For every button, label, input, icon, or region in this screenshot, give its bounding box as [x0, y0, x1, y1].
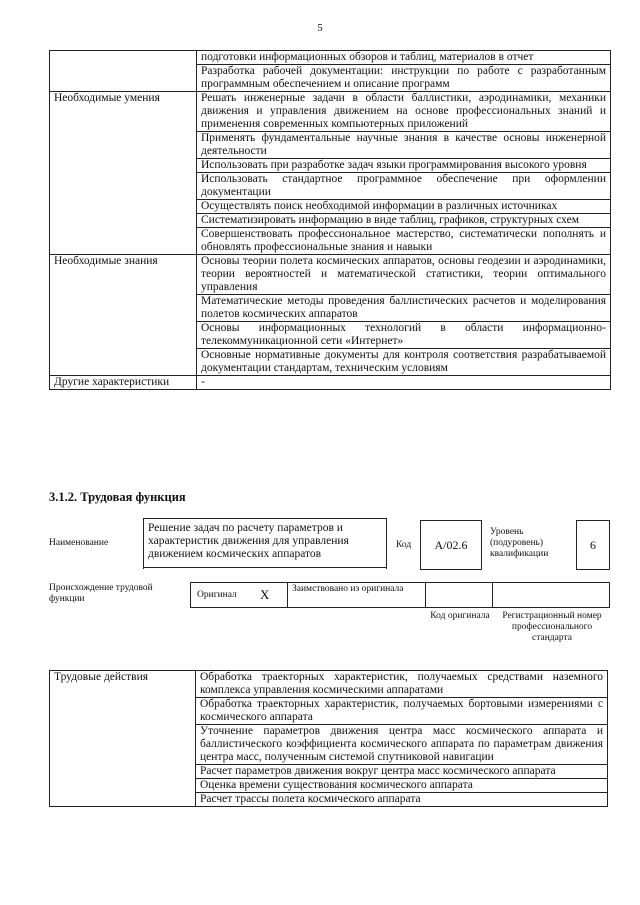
- requirements-table: [49, 50, 611, 390]
- name-underline: [143, 567, 387, 568]
- row-item: Систематизировать информацию в виде таблиц, графиков, структурных схем: [197, 214, 611, 228]
- code-box: [420, 520, 482, 570]
- reg-caption: Регистрационный номер профессионального стандарта: [502, 611, 602, 643]
- row-item: Математические методы проведения баллистических расчетов и моделирования полетов космических аппаратов: [197, 295, 611, 322]
- row-item: Разработка рабочей документации: инструкции по работе с разработанным программным обеспечением и описание программ: [197, 65, 611, 92]
- table-row: [50, 671, 608, 698]
- level-label: Уровень (подуровень) квалификации: [490, 527, 549, 559]
- row-item: Основные нормативные документы для контроля соответствия разрабатываемой документации стандартам, техническим условиям: [197, 349, 611, 376]
- row-item: Решать инженерные задачи в области баллистики, аэродинамики, механики движения и управления движением на основе профессиональных знаний и применения современных компьютерных приложений: [197, 92, 611, 132]
- action-item: Расчет параметров движения вокруг центра масс космического аппарата: [196, 765, 608, 779]
- code-value: A/02.6: [434, 538, 468, 552]
- row-item: Основы информационных технологий в области информационно-телекоммуникационной сети «Интернет»: [197, 322, 611, 349]
- table-row: [50, 255, 611, 295]
- action-item: Расчет трассы полета космического аппарата: [196, 793, 608, 807]
- origin-label: Происхождение трудовой функции: [49, 583, 153, 604]
- name-value: Решение задач по расчету параметров и характеристик движения для управления движением космических аппаратов: [148, 522, 349, 560]
- actions-label: Трудовые действия: [50, 671, 196, 807]
- action-item: Уточнение параметров движения центра масс космического аппарата и баллистического коэффициента космического аппарата по параметрам движения центра масс, полученным системой спутниковой навигации: [196, 725, 608, 765]
- row-item: Применять фундаментальные научные знания в качестве основы инженерной деятельности: [197, 132, 611, 159]
- origin-divider-2: [425, 582, 426, 607]
- original-label: Оригинал: [197, 590, 237, 600]
- borrowed-label: Заимствовано из оригинала: [292, 584, 404, 594]
- row-item: Использовать стандартное программное обеспечение при оформлении документации: [197, 173, 611, 200]
- row-label: Необходимые умения: [50, 92, 197, 255]
- row-item: Основы теории полета космических аппаратов, основы геодезии и аэродинамики, теории вероятностей и математической статистики, теории оптимального управления: [197, 255, 611, 295]
- table-row: [50, 92, 611, 132]
- row-item: Использовать при разработке задач языки программирования высокого уровня: [197, 159, 611, 173]
- level-box: [576, 520, 610, 570]
- row-item: Совершенствовать профессиональное мастерство, систематически пополнять и обновлять профессиональные знания и навыки: [197, 228, 611, 255]
- origin-divider-3: [492, 582, 493, 607]
- name-label: Наименование: [49, 538, 109, 548]
- row-item: -: [197, 376, 611, 390]
- code-caption: Код оригинала: [430, 611, 490, 621]
- original-mark: X: [260, 587, 270, 602]
- action-item: Обработка траекторных характеристик, получаемых бортовыми измерениями с космического аппарата: [196, 698, 608, 725]
- action-item: Оценка времени существования космического аппарата: [196, 779, 608, 793]
- row-label: [50, 51, 197, 92]
- row-label: Другие характеристики: [50, 376, 197, 390]
- row-item: Осуществлять поиск необходимой информации в различных источниках: [197, 200, 611, 214]
- action-item: Обработка траекторных характеристик, получаемых средствами наземного комплекса управления космическими аппаратами: [196, 671, 608, 698]
- table-row: [50, 51, 611, 65]
- origin-divider-1: [287, 582, 288, 607]
- row-label: Необходимые знания: [50, 255, 197, 376]
- level-value: 6: [590, 538, 596, 552]
- actions-table: [49, 670, 608, 807]
- page-number: 5: [317, 22, 323, 34]
- code-label: Код: [396, 540, 412, 550]
- section-title: 3.1.2. Трудовая функция: [49, 490, 186, 504]
- name-box: [143, 518, 387, 569]
- table-row: [50, 376, 611, 390]
- row-item: подготовки информационных обзоров и таблиц, материалов в отчет: [197, 51, 611, 65]
